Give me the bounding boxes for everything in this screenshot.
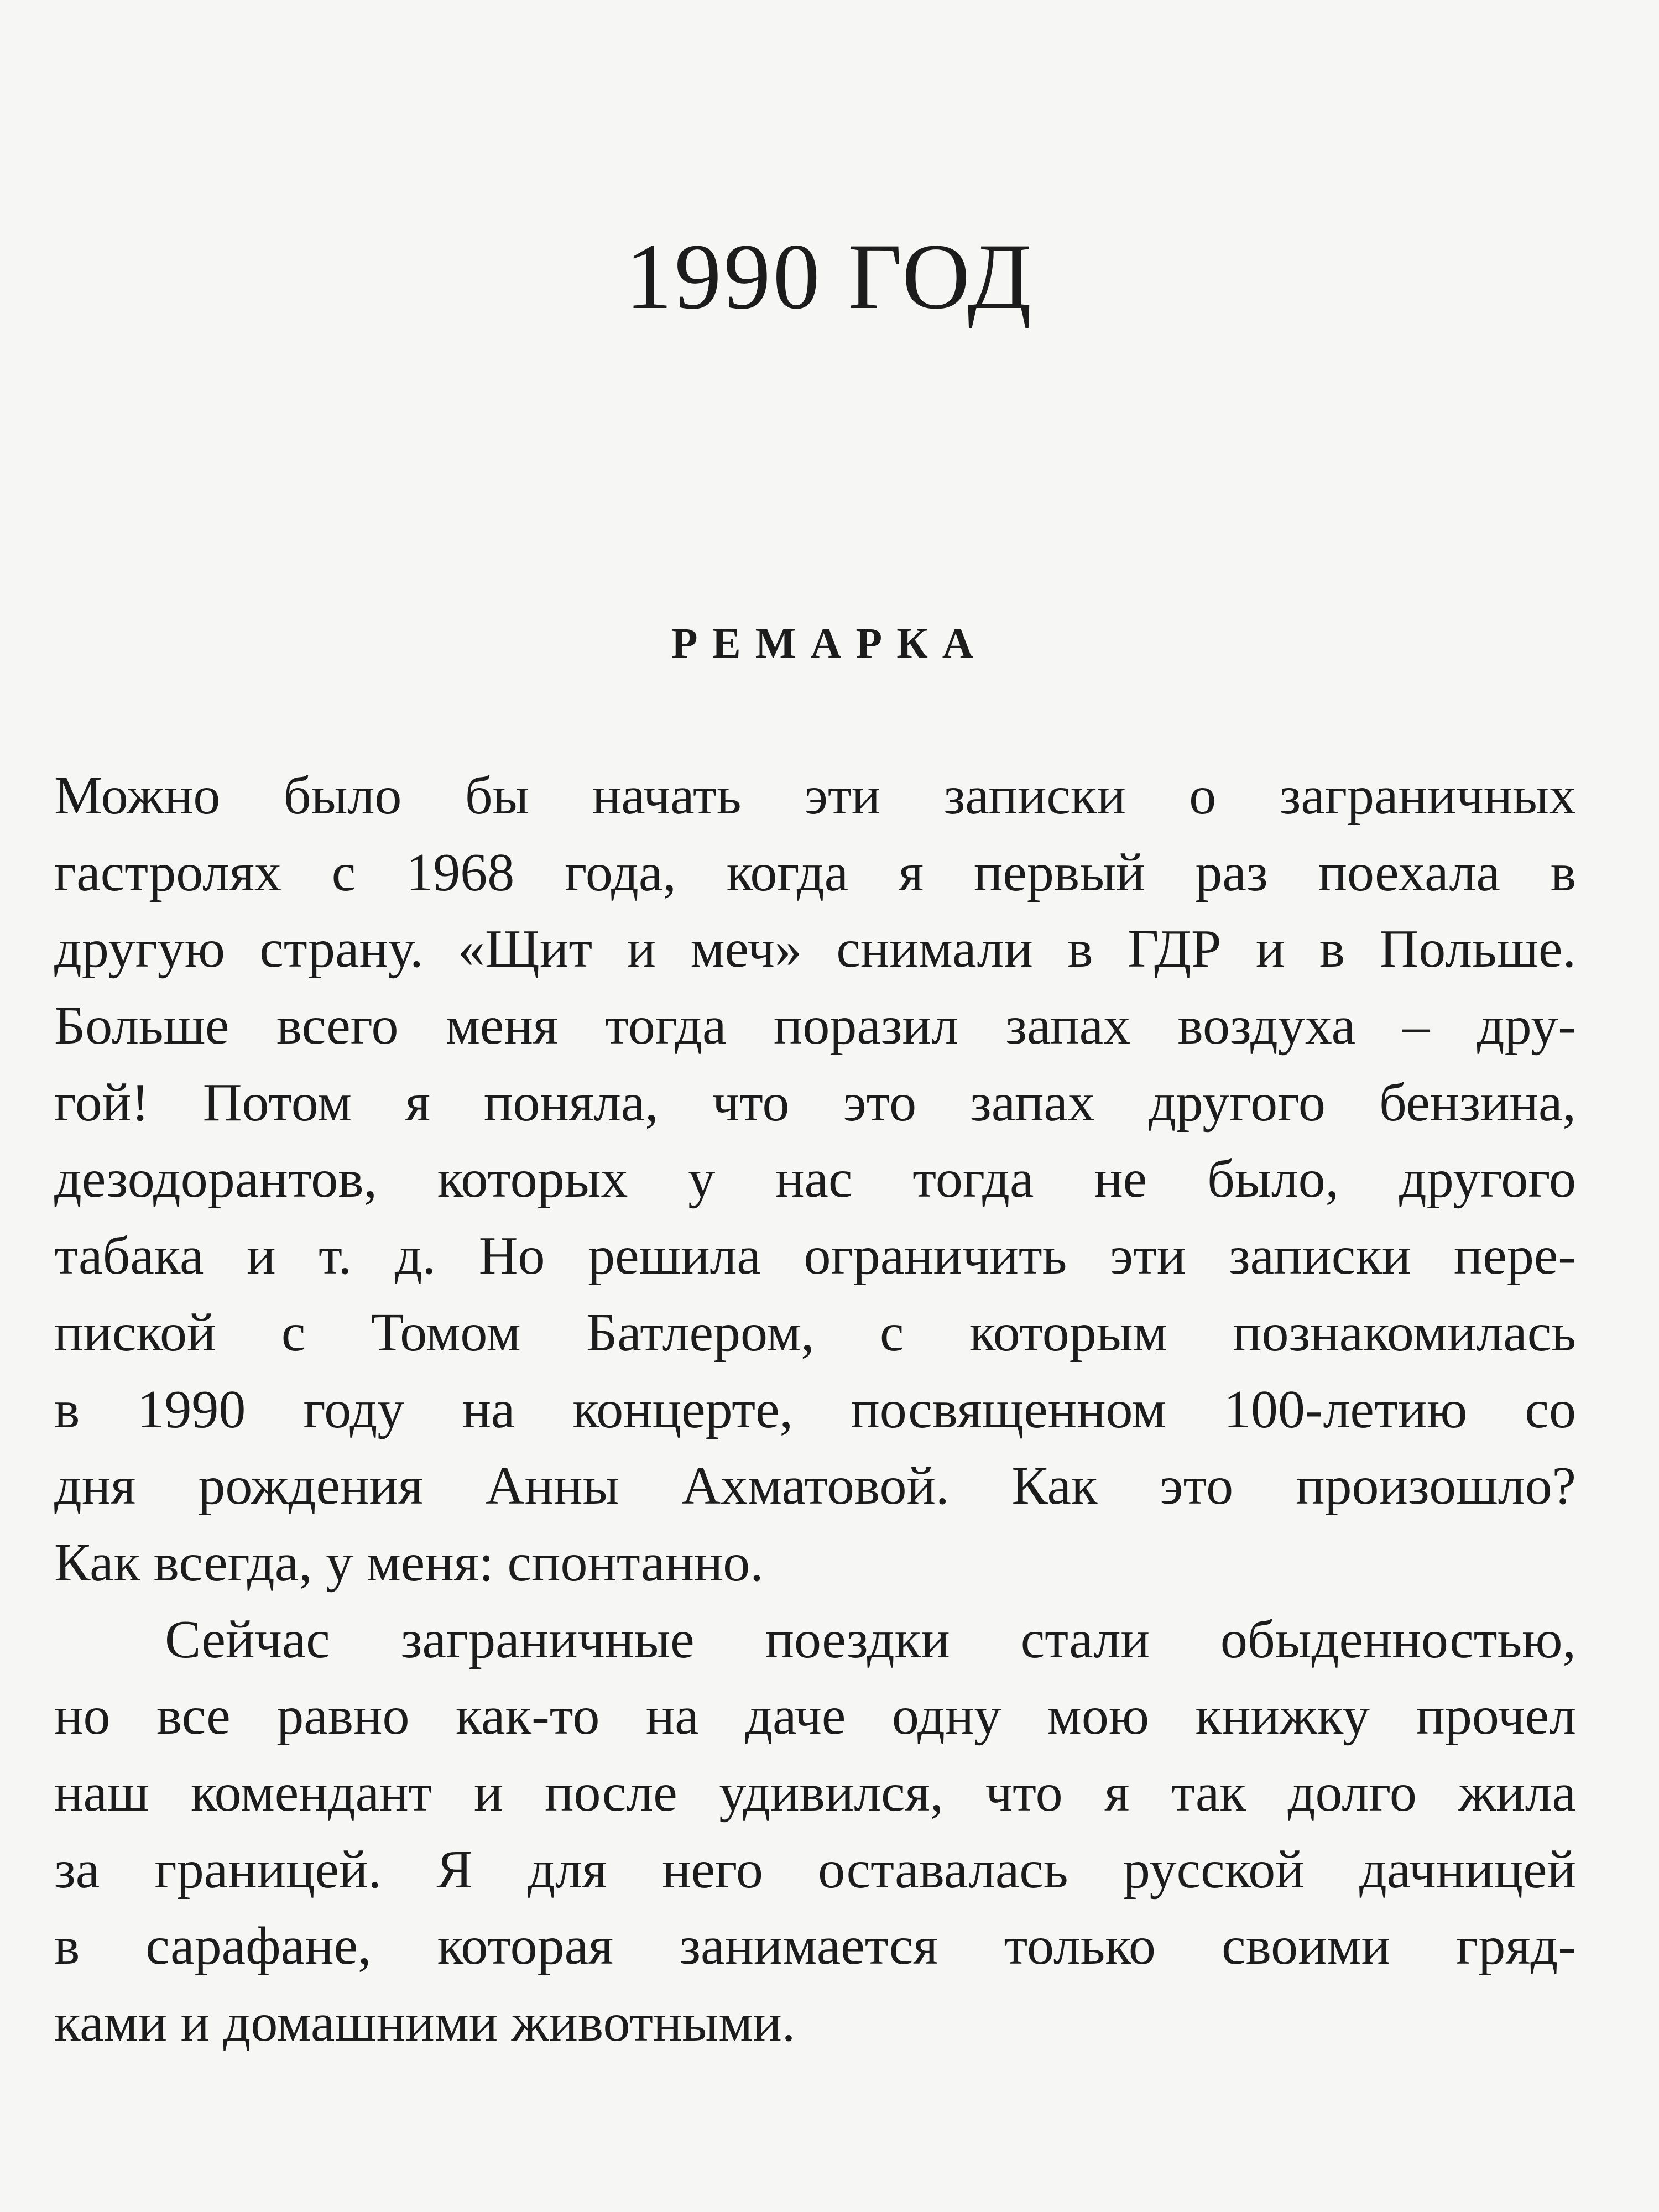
chapter-title: 1990 ГОД	[625, 225, 1034, 328]
section-label: РЕМАРКА	[671, 619, 988, 667]
text-line: в сарафане, которая занимается только своими гряд-	[54, 1916, 1576, 1976]
text-line: дня рождения Анны Ахматовой. Как это произошло?	[54, 1456, 1576, 1516]
text-line: ками и домашними животными.	[54, 1993, 796, 2053]
text-line: табака и т. д. Но решила ограничить эти записки пере-	[54, 1226, 1576, 1286]
text-line: но все равно как-то на даче одну мою книжку прочел	[54, 1686, 1576, 1746]
text-line: Можно было бы начать эти записки о заграничных	[54, 766, 1576, 826]
text-line: наш комендант и после удивился, что я так долго жила	[54, 1762, 1576, 1823]
text-line: Больше всего меня тогда поразил запах воздуха – дру-	[54, 996, 1576, 1056]
text-line: Сейчас заграничные поездки стали обыденностью,	[165, 1609, 1576, 1670]
text-line: гой! Потом я поняла, что это запах другого бензина,	[54, 1072, 1576, 1133]
text-line: дезодорантов, которых у нас тогда не было, другого	[54, 1149, 1576, 1209]
text-line: гастролях с 1968 года, когда я первый раз поехала в	[54, 842, 1576, 902]
text-line: за границей. Я для него оставалась русской дачницей	[54, 1839, 1576, 1900]
text-line: в 1990 году на концерте, посвященном 100-летию со	[54, 1379, 1576, 1439]
text-line: Как всегда, у меня: спонтанно.	[54, 1532, 764, 1593]
text-line: другую страну. «Щит и меч» снимали в ГДР и в Польше.	[54, 919, 1576, 979]
body-text	[54, 758, 1576, 2062]
text-line: пиской с Томом Батлером, с которым познакомилась	[54, 1302, 1576, 1363]
